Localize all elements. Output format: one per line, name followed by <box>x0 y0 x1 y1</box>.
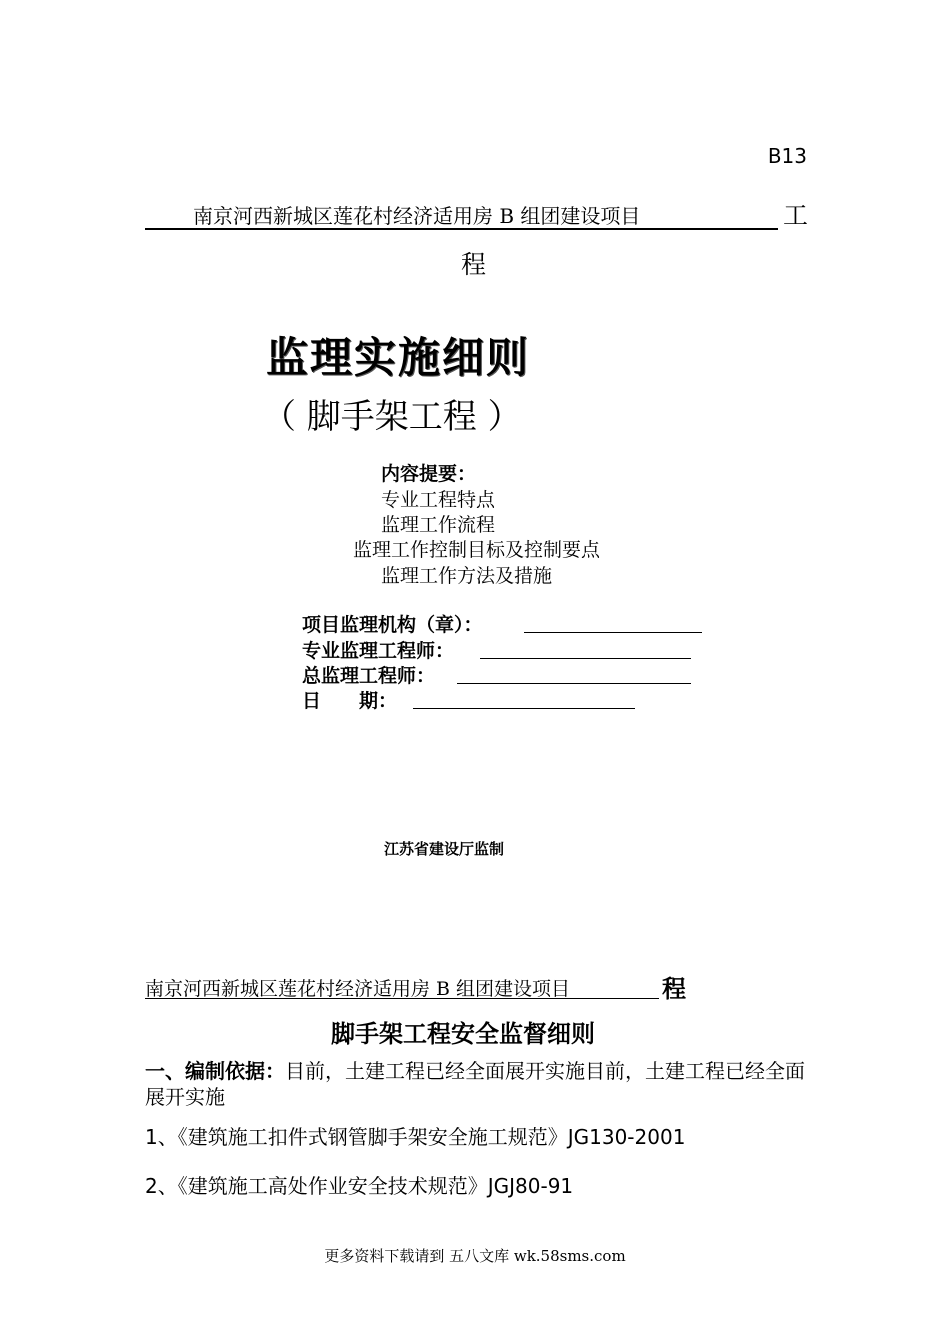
project-suffix-gong: 工 <box>783 201 809 230</box>
signature-label-date: 日 期： <box>302 690 398 712</box>
summary-item: 监理工作流程 <box>381 514 496 536</box>
project-name: 南京河西新城区莲花村经济适用房 B 组团建设项目 <box>193 204 641 228</box>
basis-paragraph <box>145 1058 810 1110</box>
signature-blank-chief <box>457 661 691 684</box>
summary-item: 专业工程特点 <box>381 489 496 511</box>
signature-label-engineer: 专业监理工程师： <box>302 640 455 662</box>
cover-subtitle: （ 脚手架工程 ） <box>262 397 522 437</box>
reference-num: 2、 <box>145 1174 178 1198</box>
section-title: 脚手架工程安全监督细则 <box>331 1020 595 1048</box>
reference-item <box>145 1121 685 1150</box>
page-footer: 更多资料下载请到 五八文库 wk.58sms.com <box>324 1247 626 1265</box>
reference-item <box>145 1170 573 1199</box>
summary-item: 监理工作控制目标及控制要点 <box>353 539 601 561</box>
section-project-name: 南京河西新城区莲花村经济适用房 B 组团建设项目 <box>145 978 571 1000</box>
summary-heading: 内容提要： <box>381 463 477 485</box>
reference-num: 1、 <box>145 1125 178 1149</box>
document-code: B13 <box>767 144 807 168</box>
reference-title: 《建筑施工高处作业安全技术规范》 <box>177 1174 488 1198</box>
issuer: 江苏省建设厅监制 <box>384 840 505 858</box>
signature-label-chief: 总监理工程师： <box>302 665 436 687</box>
reference-code: JG130-2001 <box>567 1125 686 1149</box>
signature-blank-engineer <box>480 636 691 659</box>
summary-item: 监理工作方法及措施 <box>381 565 553 587</box>
reference-title: 《建筑施工扣件式钢管脚手架安全施工规范》 <box>177 1125 568 1149</box>
section-project-suffix: 程 <box>662 975 686 1003</box>
signature-blank-agency <box>524 610 702 633</box>
project-suffix-cheng: 程 <box>461 250 487 279</box>
basis-text: 目前，土建工程已经全面展开实施目前，土建工程已经全面展开实施 <box>145 1059 805 1109</box>
section-project-underline <box>145 998 659 999</box>
cover-title: 监理实施细则 <box>266 333 531 382</box>
reference-code: JGJ80-91 <box>487 1174 574 1198</box>
signature-label-agency: 项目监理机构（章）： <box>302 614 483 636</box>
signature-blank-date <box>413 686 635 709</box>
basis-heading: 一、编制依据： <box>145 1059 285 1083</box>
